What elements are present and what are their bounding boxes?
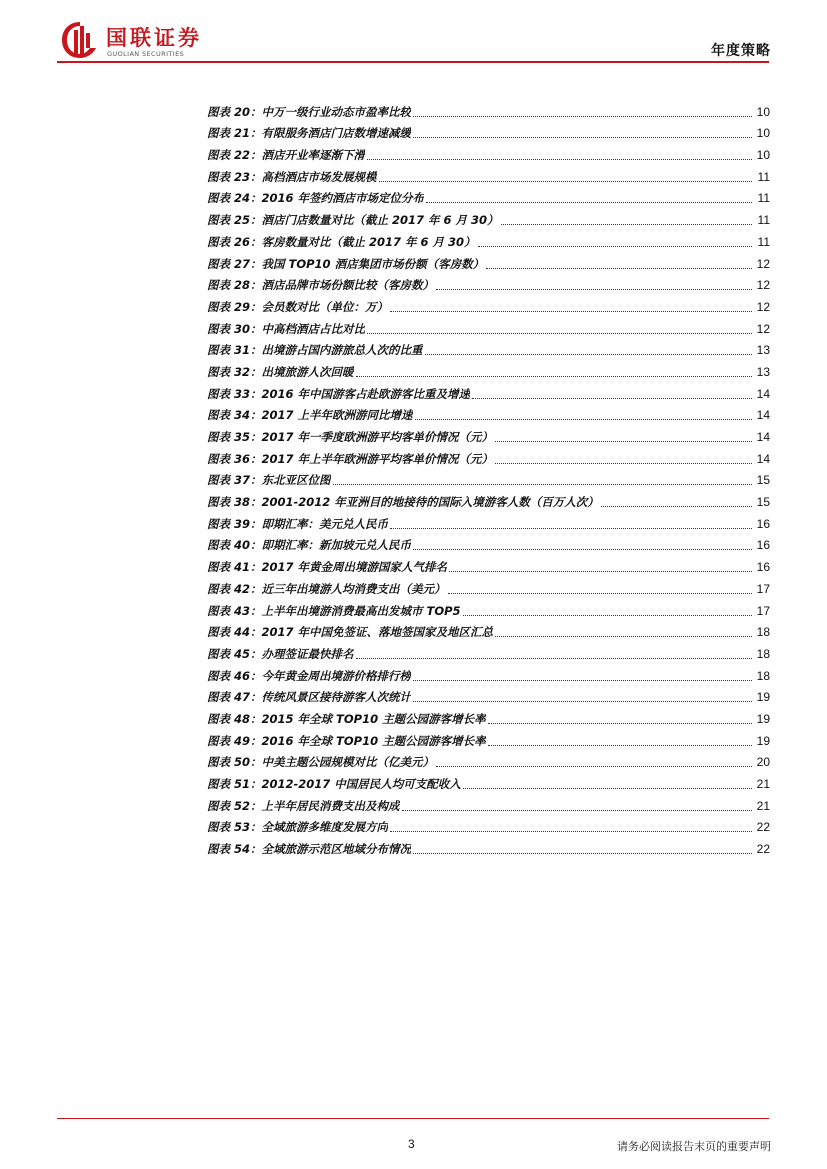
toc-entry[interactable] <box>207 228 770 250</box>
toc-entry[interactable] <box>207 380 770 402</box>
toc-dot-leader <box>495 441 752 442</box>
toc-entry-title: 图表 48：2015 年全球 TOP10 主题公园游客增长率 <box>207 711 486 726</box>
toc-entry-page: 19 <box>756 733 770 748</box>
toc-dot-leader <box>413 680 752 681</box>
toc-entry[interactable] <box>207 749 770 771</box>
toc-entry[interactable] <box>207 163 770 185</box>
toc-entry[interactable] <box>207 250 770 272</box>
toc-entry-page: 14 <box>756 430 770 444</box>
toc-entry-page: 20 <box>756 755 770 770</box>
toc-dot-leader <box>472 398 752 399</box>
toc-entry-page: 19 <box>756 690 770 705</box>
toc-entry[interactable] <box>207 510 770 532</box>
toc-entry-page: 17 <box>756 581 770 596</box>
toc-entry-page: 22 <box>756 842 770 857</box>
toc-entry-page: 22 <box>756 820 770 835</box>
toc-entry-title: 图表 45：办理签证最快排名 <box>207 646 354 661</box>
toc-entry-page: 18 <box>756 668 770 683</box>
toc-entry[interactable] <box>207 553 770 575</box>
toc-dot-leader <box>495 463 752 464</box>
toc-entry-title: 图表 39：即期汇率：美元兑人民币 <box>207 516 389 531</box>
toc-entry[interactable] <box>207 684 770 706</box>
toc-dot-leader <box>356 658 752 659</box>
toc-dot-leader <box>463 615 752 616</box>
toc-entry-page: 14 <box>756 408 770 423</box>
toc-entry-title: 图表 31：出境游占国内游旅总人次的比重 <box>207 343 423 358</box>
toc-entry-page: 10 <box>756 126 770 141</box>
figure-table-of-contents <box>207 98 770 857</box>
toc-entry-page: 21 <box>756 798 770 813</box>
toc-entry-title: 图表 21：有限服务酒店门店数增速减缓 <box>207 126 412 141</box>
toc-dot-leader <box>601 506 752 507</box>
toc-dot-leader <box>436 766 752 767</box>
toc-entry-title: 图表 47：传统风景区接待游客人次统计 <box>207 690 412 705</box>
toc-entry-title: 图表 26：客房数量对比（截止 2017 年 6 月 30） <box>207 234 476 249</box>
toc-entry-page: 15 <box>756 495 770 510</box>
toc-entry[interactable] <box>207 727 770 749</box>
toc-dot-leader <box>379 181 752 182</box>
toc-entry-page: 12 <box>756 299 770 314</box>
toc-dot-leader <box>436 289 752 290</box>
toc-entry-page: 15 <box>756 473 770 488</box>
toc-entry-page: 12 <box>756 321 770 336</box>
toc-dot-leader <box>356 376 752 377</box>
toc-entry-page: 12 <box>756 256 770 271</box>
header-divider <box>57 61 769 63</box>
toc-entry-title: 图表 27：我国 TOP10 酒店集团市场份额（客房数） <box>207 256 485 271</box>
toc-dot-leader <box>413 701 752 702</box>
toc-entry[interactable] <box>207 705 770 727</box>
report-type-label: 年度策略 <box>711 43 771 59</box>
company-logo <box>60 20 240 64</box>
toc-entry-title: 图表 36：2017 年上半年欧洲游平均客单价情况（元） <box>207 451 494 466</box>
toc-entry[interactable] <box>207 206 770 228</box>
toc-entry-title: 图表 49：2016 年全球 TOP10 主题公园游客增长率 <box>207 733 486 748</box>
toc-entry-page: 21 <box>756 777 770 791</box>
toc-dot-leader <box>425 354 752 355</box>
toc-entry-title: 图表 38：2001-2012 年亚洲目的地接待的国际入境游客人数（百万人次） <box>207 495 599 510</box>
toc-entry-title: 图表 32：出境旅游人次回暖 <box>207 364 354 379</box>
toc-entry-page: 16 <box>756 516 770 531</box>
toc-entry[interactable] <box>207 597 770 619</box>
toc-entry-page: 13 <box>756 364 770 379</box>
toc-dot-leader <box>390 831 752 832</box>
toc-dot-leader <box>390 528 752 529</box>
logo-english-name: GUOLIAN SECURITIES <box>107 50 185 58</box>
toc-entry-page: 11 <box>757 169 770 184</box>
toc-entry-title: 图表 50：中美主题公园规模对比（亿美元） <box>207 755 435 770</box>
toc-entry-title: 图表 20：中万一级行业动态市盈率比较 <box>207 104 412 119</box>
toc-dot-leader <box>449 571 752 572</box>
toc-dot-leader <box>413 116 752 117</box>
toc-dot-leader <box>367 333 752 334</box>
toc-dot-leader <box>402 810 752 811</box>
guolian-logo-icon <box>60 20 100 60</box>
toc-entry-title: 图表 40：即期汇率：新加坡元兑人民币 <box>207 538 412 553</box>
footer-divider <box>57 1118 769 1119</box>
toc-dot-leader <box>488 745 752 746</box>
toc-entry-title: 图表 33：2016 年中国游客占赴欧游客比重及增速 <box>207 386 471 401</box>
toc-entry-title: 图表 41：2017 年黄金周出境游国家人气排名 <box>207 560 448 575</box>
toc-entry-title: 图表 43：上半年出境游消费最高出发城市 TOP5 <box>207 603 461 618</box>
toc-entry-title: 图表 37：东北亚区位图 <box>207 473 331 488</box>
toc-entry[interactable] <box>207 141 770 163</box>
toc-entry[interactable] <box>207 423 770 445</box>
toc-entry-page: 14 <box>756 451 770 466</box>
toc-entry[interactable] <box>207 662 770 684</box>
toc-entry[interactable] <box>207 185 770 207</box>
toc-entry[interactable] <box>207 467 770 489</box>
toc-dot-leader <box>413 853 752 854</box>
toc-entry[interactable] <box>207 337 770 359</box>
toc-entry-title: 图表 42：近三年出境游人均消费支出（美元） <box>207 581 446 596</box>
toc-entry-page: 18 <box>756 646 770 661</box>
toc-entry-page: 16 <box>756 538 770 553</box>
footer-disclaimer: 请务必阅读报告末页的重要声明 <box>617 1140 771 1153</box>
toc-dot-leader <box>488 723 752 724</box>
toc-dot-leader <box>413 137 752 138</box>
toc-entry[interactable] <box>207 770 770 792</box>
logo-chinese-name: 国联证券 <box>106 26 202 50</box>
toc-entry-title: 图表 54：全域旅游示范区地域分布情况 <box>207 842 412 857</box>
toc-entry-title: 图表 44：2017 年中国免签证、落地签国家及地区汇总 <box>207 625 494 640</box>
toc-entry[interactable] <box>207 402 770 424</box>
toc-entry-page: 18 <box>756 625 770 640</box>
toc-entry-title: 图表 28：酒店品牌市场份额比较（客房数） <box>207 278 435 293</box>
toc-entry[interactable] <box>207 445 770 467</box>
toc-dot-leader <box>367 159 752 160</box>
toc-entry[interactable] <box>207 532 770 554</box>
toc-entry[interactable] <box>207 488 770 510</box>
toc-entry[interactable] <box>207 835 770 857</box>
toc-dot-leader <box>415 419 752 420</box>
toc-entry[interactable] <box>207 814 770 836</box>
toc-entry[interactable] <box>207 792 770 814</box>
toc-entry[interactable] <box>207 575 770 597</box>
toc-dot-leader <box>478 246 752 247</box>
toc-entry-page: 13 <box>756 343 770 358</box>
toc-entry-page: 17 <box>756 603 770 618</box>
toc-dot-leader <box>495 636 752 637</box>
toc-dot-leader <box>501 224 752 225</box>
toc-entry[interactable] <box>207 619 770 641</box>
page-header <box>0 0 827 70</box>
toc-entry-title: 图表 30：中高档酒店占比对比 <box>207 321 366 336</box>
toc-entry-title: 图表 35：2017 年一季度欧洲游平均客单价情况（元） <box>207 430 494 444</box>
toc-dot-leader <box>333 484 752 485</box>
toc-entry-page: 14 <box>756 386 770 401</box>
toc-entry-title: 图表 51：2012-2017 中国居民人均可支配收入 <box>207 777 461 791</box>
toc-entry-title: 图表 52：上半年居民消费支出及构成 <box>207 798 400 813</box>
toc-dot-leader <box>486 268 752 269</box>
toc-entry-title: 图表 24：2016 年签约酒店市场定位分布 <box>207 191 425 206</box>
toc-entry-page: 10 <box>756 104 770 119</box>
toc-entry[interactable] <box>207 358 770 380</box>
toc-entry-title: 图表 29：会员数对比（单位：万） <box>207 299 389 314</box>
toc-entry-page: 11 <box>757 213 770 228</box>
toc-entry[interactable] <box>207 120 770 142</box>
toc-entry-title: 图表 23：高档酒店市场发展规模 <box>207 169 377 184</box>
toc-entry-page: 16 <box>756 560 770 575</box>
toc-entry[interactable] <box>207 640 770 662</box>
toc-dot-leader <box>413 549 752 550</box>
toc-entry-title: 图表 34：2017 上半年欧洲游同比增速 <box>207 408 413 423</box>
toc-entry-title: 图表 46：今年黄金周出境游价格排行榜 <box>207 668 412 683</box>
toc-entry[interactable] <box>207 98 770 120</box>
toc-entry-title: 图表 25：酒店门店数量对比（截止 2017 年 6 月 30） <box>207 213 499 228</box>
toc-entry-page: 19 <box>756 711 770 726</box>
toc-dot-leader <box>463 788 752 789</box>
toc-entry[interactable] <box>207 293 770 315</box>
toc-entry-title: 图表 53：全域旅游多维度发展方向 <box>207 820 389 835</box>
toc-dot-leader <box>390 311 752 312</box>
toc-entry-page: 10 <box>756 148 770 163</box>
page-number: 3 <box>408 1137 415 1151</box>
toc-entry-page: 11 <box>757 191 770 206</box>
toc-entry[interactable] <box>207 315 770 337</box>
toc-entry-title: 图表 22：酒店开业率逐渐下滑 <box>207 148 366 163</box>
toc-dot-leader <box>426 202 752 203</box>
toc-entry[interactable] <box>207 272 770 294</box>
toc-entry-page: 12 <box>756 278 770 293</box>
toc-entry-page: 11 <box>757 234 770 249</box>
toc-dot-leader <box>448 593 752 594</box>
